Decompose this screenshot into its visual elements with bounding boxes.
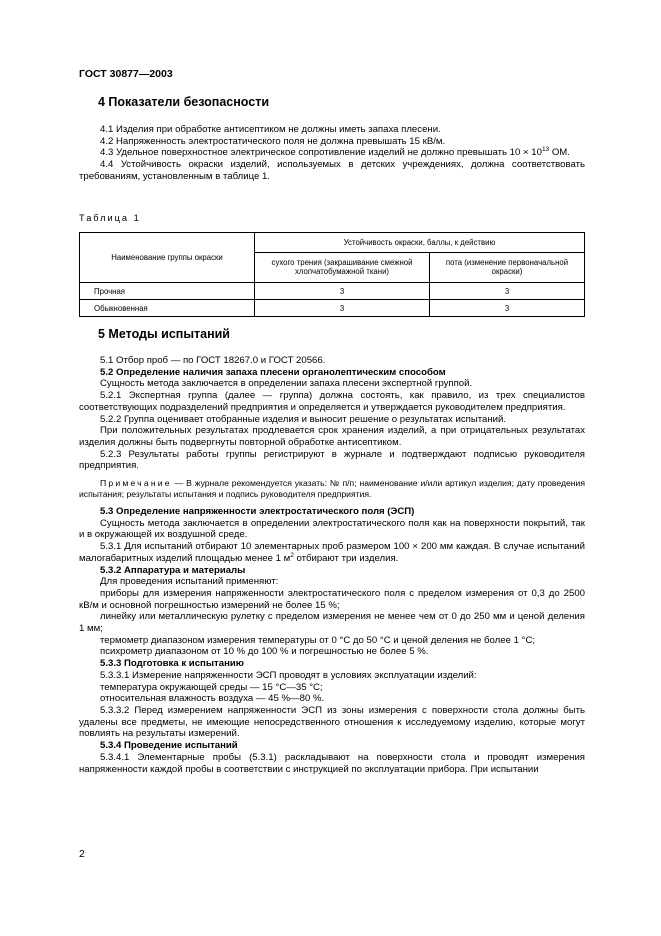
table-caption: Таблица 1: [79, 213, 141, 223]
list-item: линейку или металлическую рулетку с пределом измерения не менее чем от 0 до 250 мм и ценой деления 1 мм;: [79, 611, 585, 635]
section-5-title: 5 Методы испытаний: [98, 327, 230, 341]
section-4-title: 4 Показатели безопасности: [98, 95, 270, 109]
table-row: [80, 300, 585, 317]
paragraph-5-2-2b: При положительных результатах продлевается срок хранения изделий, а при отрицательных результатах изделия должны быть подвергнуты повторной обработке антисептиком.: [79, 425, 585, 448]
paragraph-5-2-3: 5.2.3 Результаты работы группы регистрируют в журнале и подтверждают подписью руководителя предприятия.: [79, 448, 585, 472]
paragraph-5-2-1: 5.2.1 Экспертная группа (далее — группа) должна состоять, как правило, из трех специалистов соответствующих подразделений предприятия и определяется и утверждается руководителем предприятия.: [79, 390, 585, 413]
row-value-dry: 3: [255, 300, 430, 317]
list-item: относительная влажность воздуха — 45 %—80 %.: [100, 693, 325, 705]
paragraph-5-3-3-1: 5.3.3.1 Измерение напряженности ЭСП проводят в условиях эксплуатации изделий:: [100, 669, 477, 681]
heading-5-3-3: 5.3.3 Подготовка к испытанию: [100, 658, 244, 670]
table-header-row: [80, 233, 585, 253]
paragraph-4-3: [79, 147, 585, 159]
note-label: Примечание: [100, 478, 172, 489]
paragraph-5-2-2: 5.2.2 Группа оценивает отобранные изделия и выносит решение о результатах испытаний.: [100, 413, 507, 425]
paragraph-5-1: 5.1 Отбор проб — по ГОСТ 18267.0 и ГОСТ 20566.: [100, 355, 326, 366]
heading-5-3-4: 5.3.4 Проведение испытаний: [100, 740, 238, 752]
paragraph-4-4: 4.4 Устойчивость окраски изделий, используемых в детских учреждениях, должна соответствовать требованиям, установленным в таблице 1.: [79, 159, 585, 182]
list-item: термометр диапазоном измерения температуры от 0 °С до 50 °С и ценой деления не более 1 °С;: [100, 634, 536, 646]
page-number: 2: [79, 848, 85, 860]
table-row: [80, 283, 585, 300]
header-group-name: Наименование группы окраски: [80, 233, 255, 283]
table-1: [79, 232, 585, 317]
note: [79, 478, 585, 500]
paragraph-5-2-intro: Сущность метода заключается в определении запаха плесени экспертной группой.: [100, 378, 473, 390]
paragraph-5-3-intro: Сущность метода заключается в определении электростатического поля как на поверхности покрытий, так и в окружающей их воздушной среде.: [79, 517, 585, 541]
heading-5-3: 5.3 Определение напряженности электростатического поля (ЭСП): [100, 506, 415, 518]
paragraph-5-3-1-end: отбирают три изделия.: [293, 552, 399, 564]
document-id-header: ГОСТ 30877—2003: [79, 68, 173, 80]
row-value-dry: 3: [255, 283, 430, 300]
row-value-sweat: 3: [430, 300, 585, 317]
paragraph-5-3-2-intro: Для проведения испытаний применяют:: [100, 576, 279, 588]
exponent: 2: [290, 551, 294, 559]
row-name: Обыкновенная: [80, 300, 255, 317]
paragraph-5-3-4-1: 5.3.4.1 Элементарные пробы (5.3.1) раскладывают на поверхности стола и проводят измерения напряженности каждой пробы в соответствии с инструкцией по эксплуатации прибора. При испытании: [79, 751, 585, 775]
header-colorfastness: Устойчивость окраски, баллы, к действию: [255, 233, 585, 253]
note-text: — В журнале рекомендуется указать: № п/п; наименование и/или артикул изделия; дату проведения испытания; результаты испытания и подпись руководителя предприятия.: [79, 478, 585, 500]
list-item: температура окружающей среды — 15 °С—35 °С;: [100, 681, 323, 693]
paragraph-4-3-unit: ОМ.: [549, 147, 570, 159]
row-name: Прочная: [80, 283, 255, 300]
paragraph-5-3-1: [79, 541, 585, 564]
row-value-sweat: 3: [430, 283, 585, 300]
exponent: 13: [541, 146, 550, 154]
header-dry-rubbing: сухого трения (закрашивание смежной хлопчатобумажной ткани): [255, 252, 430, 282]
paragraph-5-3-1-text: 5.3.1 Для испытаний отбирают 10 элементарных проб размером 100 × 200 мм каждая. В случае испытаний малогабаритных изделий площадью менее 1 м: [79, 541, 585, 564]
paragraph-4-1: 4.1 Изделия при обработке антисептиком не должны иметь запаха плесени.: [100, 124, 441, 135]
section-4-body: [79, 124, 585, 183]
section-5-body: [79, 355, 585, 775]
heading-5-2: 5.2 Определение наличия запаха плесени органолептическим способом: [100, 366, 446, 378]
list-item: приборы для измерения напряженности электростатического поля с пределом измерения от 0,3 до 2500 кВ/м и основной погрешностью измерений не более 15 %;: [79, 587, 585, 611]
paragraph-4-3-text: 4.3 Удельное поверхностное электрическое сопротивление изделий не должно превышать 10 × 10: [100, 147, 542, 159]
paragraph-5-3-3-2: 5.3.3.2 Перед измерением напряженности ЭСП из зоны измерения с поверхности стола должны быть удалены все предметы, не имеющие непосредственного отношения к исследуемому изделию, которые могут повлиять на результаты измерений.: [79, 704, 585, 740]
list-item: психрометр диапазоном от 10 % до 100 % и погрешностью не более 5 %.: [100, 646, 429, 658]
header-sweat: пота (изменение первоначальной окраски): [430, 252, 585, 282]
paragraph-4-2: 4.2 Напряженность электростатического поля не должна превышать 15 кВ/м.: [100, 135, 446, 147]
heading-5-3-2: 5.3.2 Аппаратура и материалы: [100, 564, 246, 576]
